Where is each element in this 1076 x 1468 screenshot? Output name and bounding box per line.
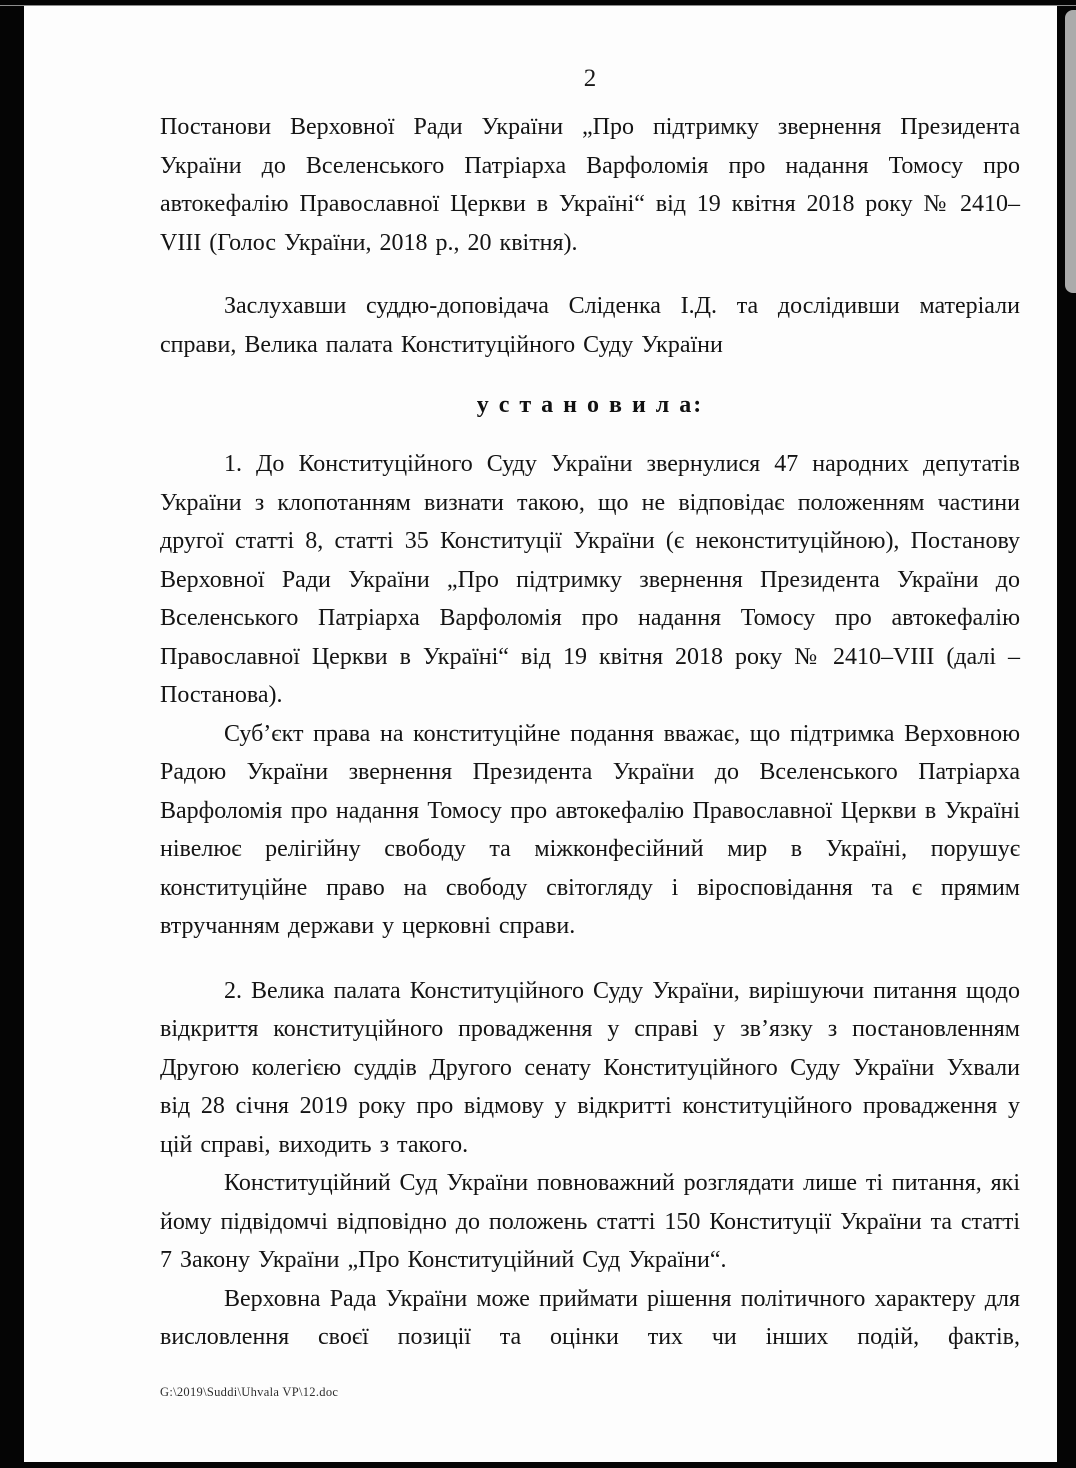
page-number: 2 [583,65,597,92]
footer-file-path: G:\2019\Suddi\Uhvala VP\12.doc [160,1384,339,1399]
paragraph-jurisdiction: Конституційний Суд України повноважний розглядати лише ті питання, які йому підвідомчі відповідно до положень статті 150 Конституції України та статті 7 Закону України „Про Конституційний Суд України“. [160,1170,1020,1273]
scrollbar-thumb[interactable] [1065,10,1076,293]
document-page [24,6,1057,1462]
scan-top-edge-line [0,5,1076,6]
scrollbar-track[interactable] [1057,0,1076,1468]
paragraph-intro: Заслухавши суддю-доповідача Сліденка І.Д. та дослідивши матеріали справи, Велика палата Конституційного Суду України [160,293,1020,358]
ruling-heading: у с т а н о в и л а: [476,392,704,418]
paragraph-rada-decisions: Верховна Рада України може приймати рішення політичного характеру для висловлення своєї позиції та оцінки тих чи інших подій, фактів, [160,1285,1020,1350]
paragraph-subject-of-right: Суб’єкт права на конституційне подання вважає, що підтримка Верховною Радою України звернення Президента України до Вселенського Патріарха Варфоломія про надання Томосу про автокефалію Православної Церкви в Україні нівелює релігійну свободу та міжконфесійний мир в Україні, порушує конституційне право на свободу світогляду і віросповідання та є прямим втручанням держави у церковні справи. [160,720,1020,939]
paragraph-point-1: 1. До Конституційного Суду України звернулися 47 народних депутатів України з клопотанням визнати такою, що не відповідає положенням частини другої статті 8, статті 35 Конституції України (є неконституційною), Постанову Верховної Ради України „Про підтримку звернення Президента України до Вселенського Патріарха Варфоломія про надання Томосу про автокефалію Православної Церкви в Україні“ від 19 квітня 2018 року № 2410–VIII (далі – Постанова). [160,451,1020,708]
paragraph-continuation: Постанови Верховної Ради України „Про підтримку звернення Президента України до Вселенського Патріарха Варфоломія про надання Томосу про автокефалію Православної Церкви в Україні“ від 19 квітня 2018 року № 2410–VIII (Голос України, 2018 р., 20 квітня). [160,114,1020,256]
paragraph-point-2: 2. Велика палата Конституційного Суду України, вирішуючи питання щодо відкриття конституційного провадження у справі у зв’язку з постановленням Другою колегією суддів Другого сенату Конституційного Суду України Ухвали від 28 січня 2019 року про відмову у відкритті конституційного провадження у цій справі, виходить з такого. [160,977,1020,1158]
